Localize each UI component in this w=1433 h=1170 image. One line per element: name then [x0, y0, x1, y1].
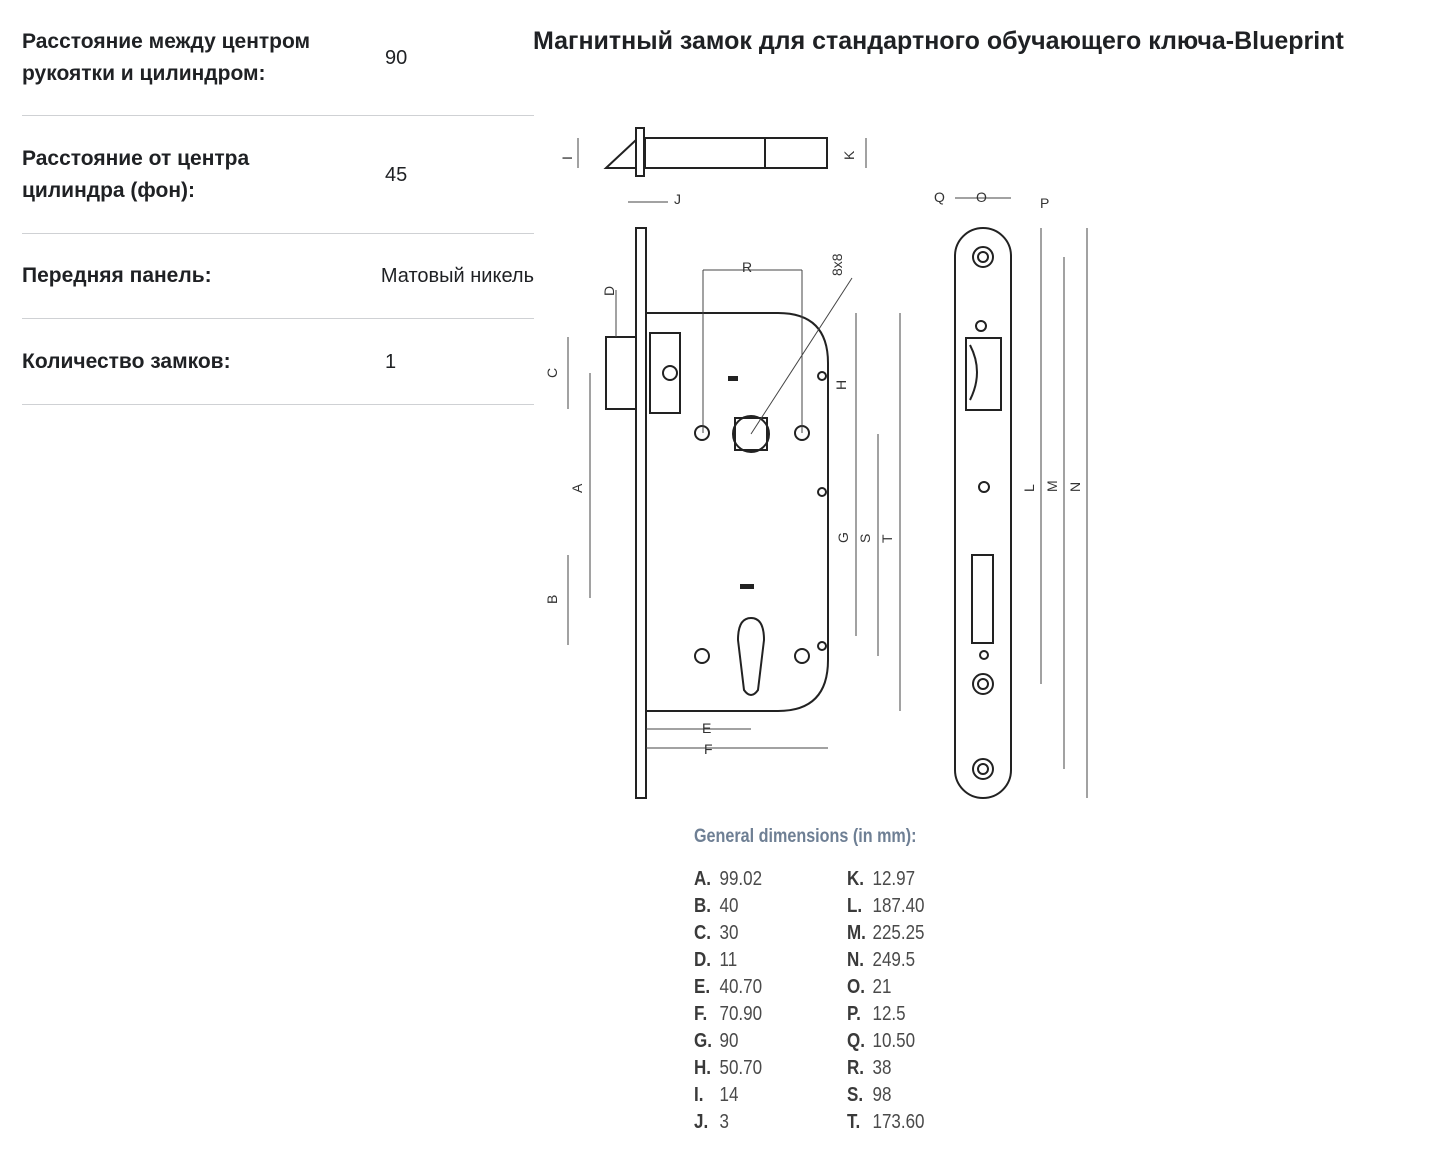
dimension-item: G. 90 [694, 1030, 739, 1052]
faceplate-side [636, 228, 646, 798]
dimensions-left-column [694, 866, 774, 1136]
dimension-item: D. 11 [694, 949, 738, 971]
dim-label: O [976, 189, 987, 205]
dim-label: K [841, 150, 857, 160]
dimension-item: C. 30 [694, 922, 739, 944]
dim-label: M [1044, 480, 1060, 492]
dim-label: Q [934, 189, 945, 205]
dim-label: D [601, 285, 617, 296]
dimensions-title: General dimensions (in mm): [694, 826, 917, 847]
dim-label: 8x8 [829, 253, 845, 276]
dim-label: A [569, 483, 585, 493]
spec-label: Количество замков: [22, 349, 231, 373]
product-title: Магнитный замок для стандартного обучающего ключа-Blueprint [533, 27, 1344, 55]
cylinder-hole [738, 618, 764, 695]
dim-label: H [833, 379, 849, 390]
dimension-item: H. 50.70 [694, 1057, 763, 1079]
dimension-item: O. 21 [847, 976, 892, 998]
dim-label: S [857, 533, 873, 543]
dim-label: F [704, 741, 713, 757]
lock-case [646, 313, 828, 711]
spec-row [22, 0, 534, 116]
dim-label: J [674, 191, 681, 207]
dim-label: I [559, 156, 575, 160]
dim-label: P [1040, 195, 1050, 211]
dimension-item: I. 14 [694, 1084, 739, 1106]
dimension-item: B. 40 [694, 895, 739, 917]
dimension-item: Q. 10.50 [847, 1030, 916, 1052]
dimension-item: P. 12.5 [847, 1003, 906, 1025]
dimension-item: T. 173.60 [847, 1111, 925, 1133]
dimension-item: J. 3 [694, 1111, 729, 1133]
dimension-item: S. 98 [847, 1084, 892, 1106]
spec-value: 90 [385, 46, 408, 69]
dim-label: B [544, 594, 560, 604]
dimension-item: A. 99.02 [694, 868, 763, 890]
dim-label: T [879, 534, 895, 543]
dimension-item: M. 225.25 [847, 922, 925, 944]
latch-top-view [645, 138, 827, 168]
faceplate-front [955, 228, 1011, 798]
dimension-item: L. 187.40 [847, 895, 925, 917]
dimension-item: N. 249.5 [847, 949, 916, 971]
spec-row [22, 234, 534, 319]
spec-value: 1 [385, 350, 397, 373]
dimension-item: R. 38 [847, 1057, 892, 1079]
lock-blueprint-drawing [540, 115, 1120, 815]
spec-row [22, 116, 534, 234]
spec-label: Передняя панель: [22, 264, 212, 287]
spec-value: 45 [385, 163, 408, 186]
dim-label: N [1067, 481, 1083, 492]
specs-table [22, 0, 534, 405]
dimension-item: K. 12.97 [847, 868, 916, 890]
dim-label: G [835, 532, 851, 543]
dimensions-right-column [847, 866, 938, 1136]
dim-label: R [742, 259, 753, 275]
dim-label: E [702, 720, 712, 736]
spec-label: Расстояние от центра цилиндра (фон): [22, 146, 250, 202]
spec-label: Расстояние между центром рукоятки и цилиндром: [22, 29, 311, 85]
spec-value: Матовый никель [380, 265, 534, 287]
dim-label: L [1021, 484, 1037, 492]
dimension-item: E. 40.70 [694, 976, 763, 998]
dimension-item: F. 70.90 [694, 1003, 763, 1025]
dim-label: C [544, 367, 560, 378]
spec-row [22, 319, 534, 405]
